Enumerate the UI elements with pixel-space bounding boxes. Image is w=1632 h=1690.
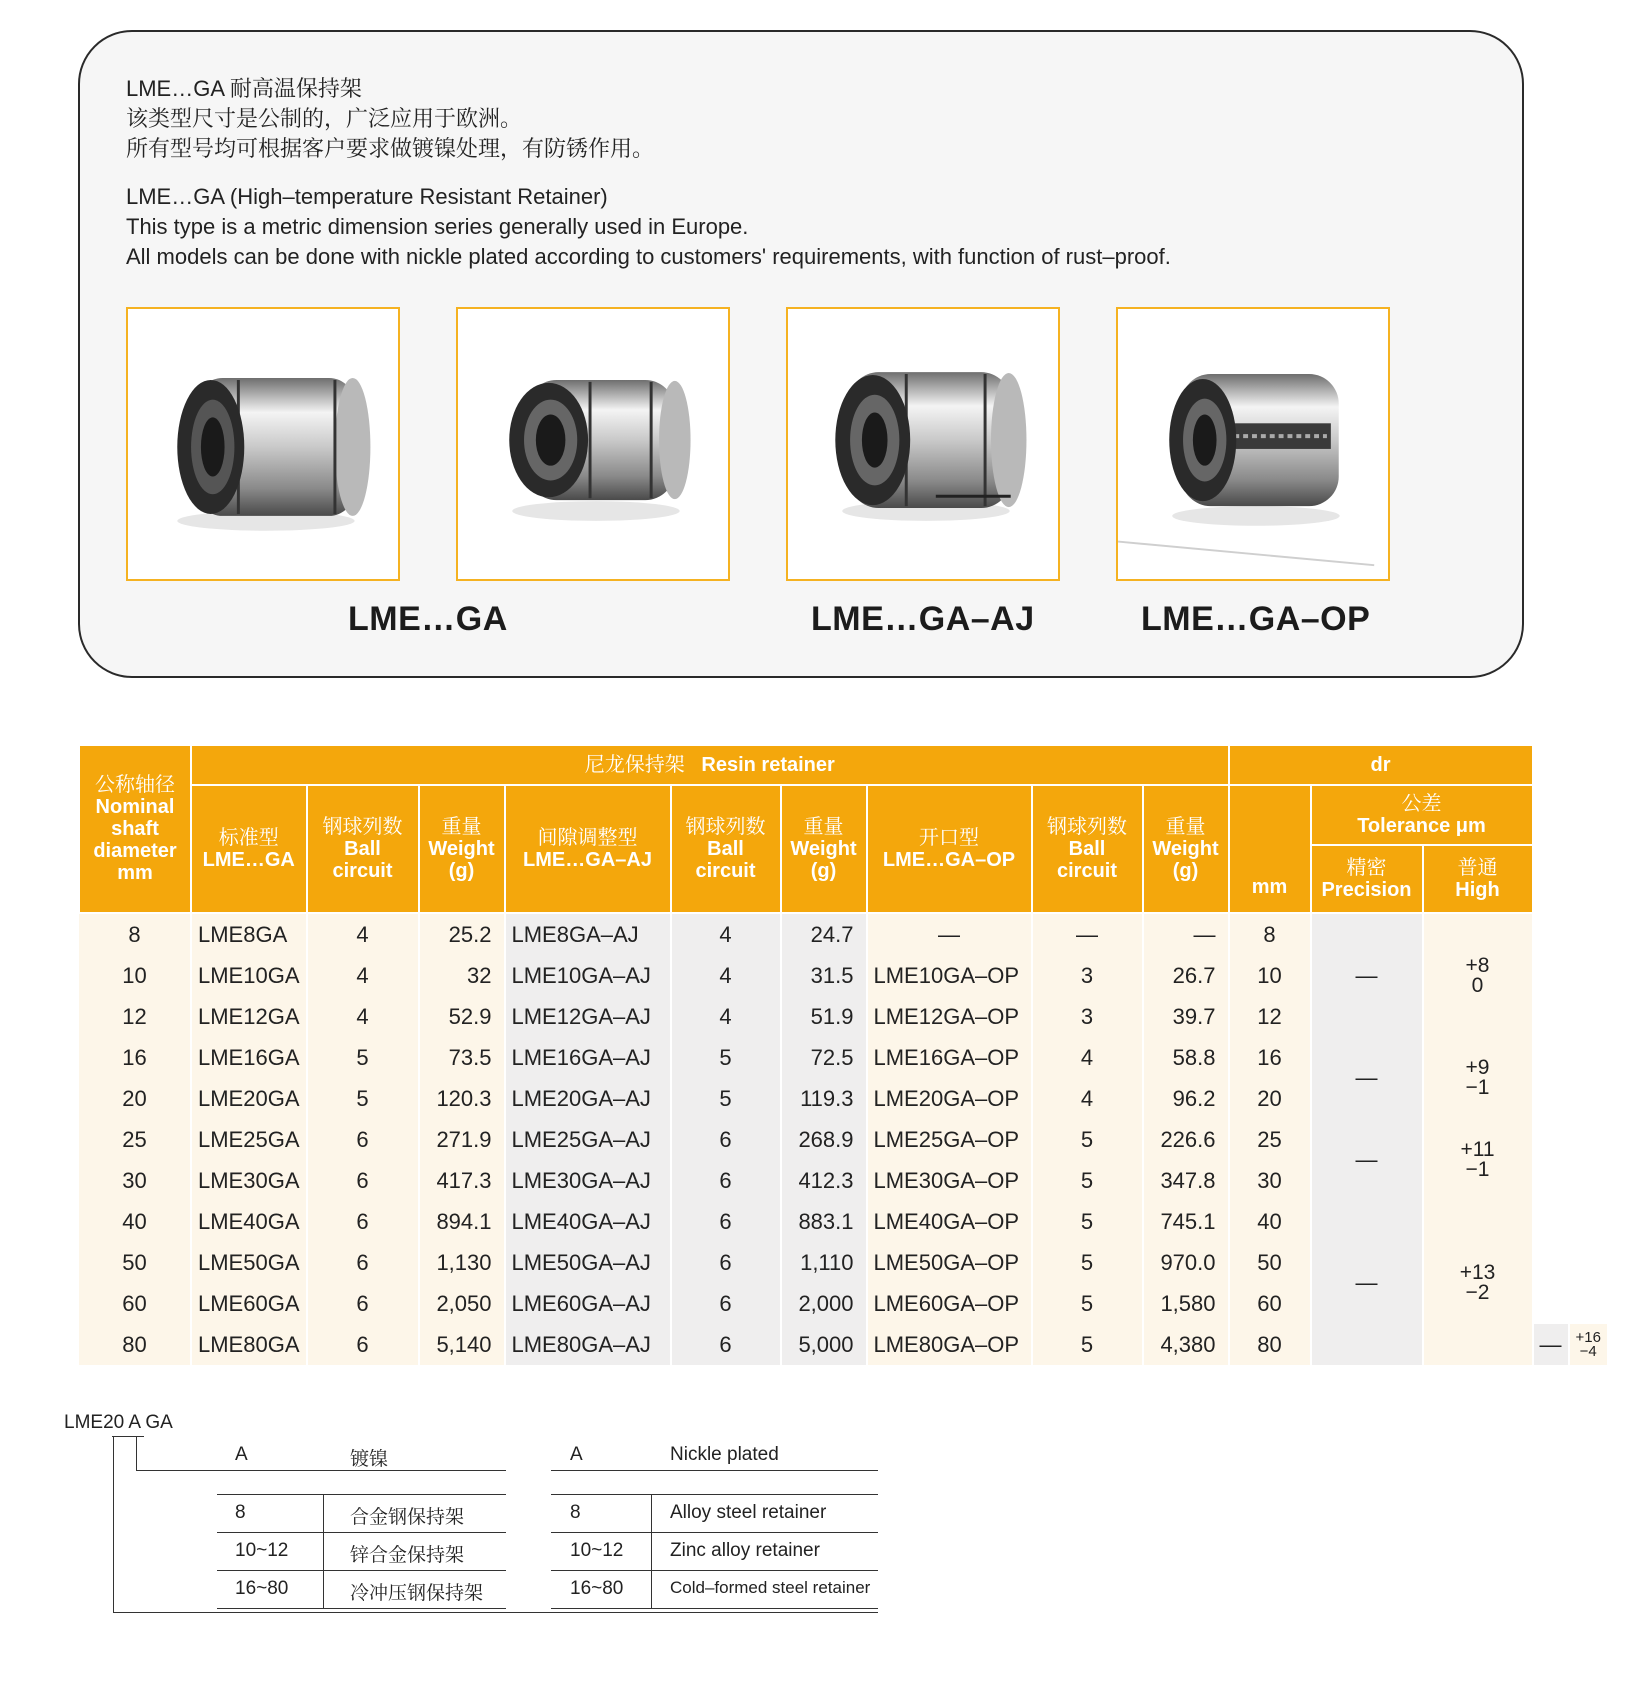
- cell-open-model: LME80GA–OP: [867, 1324, 1032, 1365]
- cell-nominal-d: 50: [79, 1242, 191, 1283]
- legend-bracket-a: [136, 1436, 137, 1470]
- cell-ball-3: 3: [1032, 996, 1143, 1037]
- intro-zh-line-2: 该类型尺寸是公制的，广泛应用于欧洲。: [126, 106, 523, 131]
- cell-adjustable-model: LME30GA–AJ: [505, 1160, 671, 1201]
- header-ball-zh-2: 钢球列数: [685, 816, 766, 838]
- cell-standard-model: LME10GA: [191, 955, 307, 996]
- header-weight-unit-1: (g): [448, 860, 475, 882]
- cell-weight-2: 72.5: [781, 1037, 867, 1078]
- cell-weight-1: 120.3: [419, 1078, 505, 1119]
- legend-zh-size-2: 10~12: [235, 1540, 289, 1561]
- cell-open-model: —: [867, 913, 1032, 955]
- cell-standard-model: LME16GA: [191, 1037, 307, 1078]
- cell-nominal-d: 25: [79, 1119, 191, 1160]
- cell-precision: —: [1311, 1037, 1423, 1119]
- cell-nominal-d: 60: [79, 1283, 191, 1324]
- header-weight-2: [781, 785, 867, 913]
- header-weight-1: [419, 785, 505, 913]
- cell-open-model: LME30GA–OP: [867, 1160, 1032, 1201]
- table-row: [79, 1201, 1608, 1242]
- header-ball-en1-2: Ball: [707, 838, 744, 860]
- cell-adjustable-model: LME12GA–AJ: [505, 996, 671, 1037]
- cell-weight-1: 894.1: [419, 1201, 505, 1242]
- header-tolerance-en: Tolerance μm: [1357, 815, 1486, 837]
- header-ball-zh-1: 钢球列数: [322, 816, 403, 838]
- cell-weight-2: 1,110: [781, 1242, 867, 1283]
- cell-ball-2: 6: [671, 1283, 781, 1324]
- cell-ball-2: 6: [671, 1160, 781, 1201]
- cell-weight-2: 883.1: [781, 1201, 867, 1242]
- cell-nominal-d: 40: [79, 1201, 191, 1242]
- cell-adjustable-model: LME40GA–AJ: [505, 1201, 671, 1242]
- cell-precision: —: [1311, 1119, 1423, 1201]
- cell-standard-model: LME50GA: [191, 1242, 307, 1283]
- intro-en-title: LME…GA (High–temperature Resistant Retainer): [126, 184, 608, 209]
- header-ball-circuit-1: [307, 785, 419, 913]
- cell-ball-1: 5: [307, 1078, 419, 1119]
- header-precision: [1311, 845, 1423, 913]
- cell-standard-model: LME60GA: [191, 1283, 307, 1324]
- header-weight-unit-2: (g): [810, 860, 837, 882]
- cell-precision: —: [1533, 1324, 1569, 1365]
- cell-weight-2: 31.5: [781, 955, 867, 996]
- header-ball-zh-3: 钢球列数: [1047, 816, 1127, 838]
- cell-dr-mm: 20: [1229, 1078, 1311, 1119]
- cell-open-model: LME50GA–OP: [867, 1242, 1032, 1283]
- cell-standard-model: LME12GA: [191, 996, 307, 1037]
- header-standard: [191, 785, 307, 913]
- header-ball-en1-3: Ball: [1068, 838, 1106, 860]
- cell-open-model: LME16GA–OP: [867, 1037, 1032, 1078]
- tolerance-lower: −2: [1465, 1281, 1490, 1304]
- header-tolerance: [1311, 785, 1533, 845]
- header-resin-zh: 尼龙保持架: [584, 754, 685, 776]
- cell-ball-1: 6: [307, 1324, 419, 1365]
- cell-ball-2: 4: [671, 955, 781, 996]
- photo-lme-ga-op: [1116, 307, 1390, 581]
- cell-standard-model: LME80GA: [191, 1324, 307, 1365]
- legend-en-rule-1: [551, 1494, 878, 1495]
- cell-ball-1: 4: [307, 913, 419, 955]
- header-ball-circuit-3: [1032, 785, 1143, 913]
- cell-weight-3: 39.7: [1143, 996, 1229, 1037]
- cell-dr-mm: 16: [1229, 1037, 1311, 1078]
- header-standard-en: LME…GA: [202, 849, 295, 871]
- legend-zh-rule-4: [217, 1608, 506, 1609]
- cell-ball-2: 5: [671, 1078, 781, 1119]
- cell-dr-mm: 30: [1229, 1160, 1311, 1201]
- bearing-image-ga-op: [1118, 309, 1388, 579]
- legend-en-size-1: 8: [570, 1502, 581, 1523]
- header-standard-zh: 标准型: [218, 827, 279, 849]
- header-weight-unit-3: (g): [1172, 860, 1199, 882]
- cell-high-tolerance: [1423, 913, 1533, 1037]
- cell-adjustable-model: LME60GA–AJ: [505, 1283, 671, 1324]
- table-row: [79, 1119, 1608, 1160]
- cell-ball-1: 6: [307, 1201, 419, 1242]
- cell-weight-1: 2,050: [419, 1283, 505, 1324]
- header-ball-en2-1: circuit: [332, 860, 393, 882]
- cell-dr-mm: 25: [1229, 1119, 1311, 1160]
- cell-nominal-d: 30: [79, 1160, 191, 1201]
- cell-weight-1: 1,130: [419, 1242, 505, 1283]
- legend-underline-20: [112, 1436, 134, 1437]
- header-high: [1423, 845, 1533, 913]
- cell-weight-3: 970.0: [1143, 1242, 1229, 1283]
- cell-ball-2: 6: [671, 1119, 781, 1160]
- header-ball-circuit-2: [671, 785, 781, 913]
- spec-table-body: [79, 913, 1608, 1365]
- tolerance-upper: +13: [1459, 1261, 1496, 1284]
- cell-standard-model: LME8GA: [191, 913, 307, 955]
- table-row: [79, 1037, 1608, 1078]
- cell-ball-3: 5: [1032, 1119, 1143, 1160]
- legend-zh-rule-3: [217, 1570, 506, 1571]
- photo-lme-ga: [126, 307, 400, 581]
- cell-nominal-d: 16: [79, 1037, 191, 1078]
- cell-standard-model: LME30GA: [191, 1160, 307, 1201]
- cell-adjustable-model: LME80GA–AJ: [505, 1324, 671, 1365]
- tolerance-upper: +9: [1465, 1056, 1490, 1079]
- cell-ball-1: 4: [307, 955, 419, 996]
- cell-nominal-d: 80: [79, 1324, 191, 1365]
- cell-dr-mm: 8: [1229, 913, 1311, 955]
- photo-lme-ga-2: [456, 307, 730, 581]
- header-adjustable-zh: 间隙调整型: [537, 827, 638, 849]
- tolerance-upper: +8: [1465, 953, 1490, 977]
- cell-high-tolerance: [1423, 1037, 1533, 1119]
- cell-ball-3: 3: [1032, 955, 1143, 996]
- legend-en-size-2: 10~12: [570, 1540, 624, 1561]
- cell-open-model: LME60GA–OP: [867, 1283, 1032, 1324]
- cell-weight-2: 5,000: [781, 1324, 867, 1365]
- tolerance-upper: +16: [1575, 1328, 1601, 1346]
- legend-en-rule-4: [551, 1608, 878, 1609]
- header-ball-en2-3: circuit: [1056, 860, 1118, 882]
- cell-precision: —: [1311, 913, 1423, 1037]
- legend-zh-divider: [323, 1494, 324, 1608]
- cell-ball-3: 4: [1032, 1037, 1143, 1078]
- header-nominal-zh: 公称轴径: [95, 774, 175, 796]
- header-adjustable-en: LME…GA–AJ: [523, 849, 652, 871]
- cell-weight-1: 271.9: [419, 1119, 505, 1160]
- header-weight-3: [1143, 785, 1229, 913]
- cell-ball-2: 4: [671, 913, 781, 955]
- cell-dr-mm: 12: [1229, 996, 1311, 1037]
- header-weight-en-3: Weight: [1152, 838, 1219, 860]
- cell-weight-3: 745.1: [1143, 1201, 1229, 1242]
- legend-zh-desc-1: 合金钢保持架: [350, 1507, 465, 1528]
- bearing-image-ga-2: [458, 309, 728, 579]
- cell-dr-mm: 60: [1229, 1283, 1311, 1324]
- cell-weight-2: 119.3: [781, 1078, 867, 1119]
- table-row: [79, 913, 1608, 955]
- legend-zh-key: A: [235, 1444, 248, 1465]
- cell-weight-1: 52.9: [419, 996, 505, 1037]
- cell-precision: —: [1311, 1201, 1423, 1365]
- header-weight-en-2: Weight: [790, 838, 857, 860]
- legend-en-rule-2: [551, 1532, 878, 1533]
- cell-adjustable-model: LME50GA–AJ: [505, 1242, 671, 1283]
- cell-ball-1: 4: [307, 996, 419, 1037]
- header-nominal: [79, 745, 191, 913]
- header-resin-retainer: [191, 745, 1229, 785]
- header-precision-zh: 精密: [1346, 857, 1387, 879]
- cell-ball-3: 5: [1032, 1201, 1143, 1242]
- cell-adjustable-model: LME8GA–AJ: [505, 913, 671, 955]
- cell-weight-3: 4,380: [1143, 1324, 1229, 1365]
- header-ball-en1-1: Ball: [344, 838, 381, 860]
- cell-weight-3: 347.8: [1143, 1160, 1229, 1201]
- cell-weight-3: 26.7: [1143, 955, 1229, 996]
- cell-nominal-d: 20: [79, 1078, 191, 1119]
- cell-ball-3: 4: [1032, 1078, 1143, 1119]
- cell-ball-1: 5: [307, 1037, 419, 1078]
- cell-weight-3: 226.6: [1143, 1119, 1229, 1160]
- caption-lme-ga-aj: LME…GA–AJ: [811, 600, 1035, 638]
- cell-weight-1: 32: [419, 955, 505, 996]
- cell-nominal-d: 10: [79, 955, 191, 996]
- cell-dr-mm: 50: [1229, 1242, 1311, 1283]
- cell-ball-2: 5: [671, 1037, 781, 1078]
- cell-weight-2: 24.7: [781, 913, 867, 955]
- legend-zh-header-line: [136, 1470, 506, 1471]
- tolerance-lower: 0: [1471, 973, 1484, 997]
- header-nominal-2: shaft: [111, 818, 159, 840]
- header-tolerance-zh: 公差: [1401, 793, 1442, 815]
- legend-bracket-size: [113, 1436, 114, 1612]
- photo-lme-ga-aj: [786, 307, 1060, 581]
- intro-en-line-2: This type is a metric dimension series generally used in Europe.: [126, 214, 749, 239]
- cell-ball-1: 6: [307, 1242, 419, 1283]
- header-high-en: High: [1455, 879, 1500, 901]
- cell-weight-2: 2,000: [781, 1283, 867, 1324]
- model-code-legend: [0, 1400, 900, 1630]
- legend-en-key: A: [570, 1444, 583, 1465]
- intro-panel: [78, 30, 1524, 678]
- cell-adjustable-model: LME20GA–AJ: [505, 1078, 671, 1119]
- cell-ball-1: 6: [307, 1160, 419, 1201]
- legend-bracket-bottom: [113, 1612, 878, 1613]
- cell-standard-model: LME20GA: [191, 1078, 307, 1119]
- cell-adjustable-model: LME16GA–AJ: [505, 1037, 671, 1078]
- intro-zh-title: LME…GA 耐高温保持架: [126, 76, 362, 101]
- header-open-en: LME…GA–OP: [882, 849, 1016, 871]
- caption-lme-ga-op: LME…GA–OP: [1141, 600, 1371, 638]
- legend-zh-value: 镀镍: [350, 1449, 389, 1470]
- header-nominal-1: Nominal: [95, 796, 175, 818]
- legend-zh-size-1: 8: [235, 1502, 246, 1523]
- cell-weight-1: 25.2: [419, 913, 505, 955]
- cell-ball-2: 6: [671, 1201, 781, 1242]
- header-open-zh: 开口型: [919, 827, 979, 849]
- header-adjustable: [505, 785, 671, 913]
- header-weight-en-1: Weight: [428, 838, 495, 860]
- cell-weight-3: 96.2: [1143, 1078, 1229, 1119]
- cell-ball-3: —: [1032, 913, 1143, 955]
- header-open-type: [867, 785, 1032, 913]
- cell-weight-1: 417.3: [419, 1160, 505, 1201]
- cell-ball-2: 4: [671, 996, 781, 1037]
- header-mm: mm: [1229, 785, 1311, 913]
- header-weight-zh-1: 重量: [441, 816, 482, 838]
- cell-ball-3: 5: [1032, 1283, 1143, 1324]
- legend-en-size-3: 16~80: [570, 1578, 624, 1599]
- cell-ball-2: 6: [671, 1242, 781, 1283]
- header-dr: dr: [1229, 745, 1533, 785]
- tolerance-upper: +11: [1460, 1138, 1495, 1161]
- cell-dr-mm: 80: [1229, 1324, 1311, 1365]
- legend-code: LME20 A GA: [64, 1412, 173, 1433]
- header-resin-en: Resin retainer: [701, 754, 835, 776]
- header-nominal-4: mm: [117, 862, 153, 884]
- cell-adjustable-model: LME10GA–AJ: [505, 955, 671, 996]
- intro-en-line-3: All models can be done with nickle plated according to customers' requirements, with function of rust–proof.: [126, 244, 1171, 269]
- header-nominal-3: diameter: [93, 840, 177, 862]
- header-high-zh: 普通: [1457, 857, 1498, 879]
- cell-ball-3: 5: [1032, 1324, 1143, 1365]
- legend-en-desc-1: Alloy steel retainer: [670, 1502, 827, 1523]
- cell-ball-1: 6: [307, 1119, 419, 1160]
- tolerance-lower: −1: [1465, 1158, 1490, 1181]
- legend-en-divider: [651, 1494, 652, 1608]
- cell-ball-1: 6: [307, 1283, 419, 1324]
- legend-en-desc-2: Zinc alloy retainer: [670, 1540, 820, 1561]
- cell-nominal-d: 12: [79, 996, 191, 1037]
- cell-standard-model: LME25GA: [191, 1119, 307, 1160]
- tolerance-lower: −4: [1579, 1342, 1597, 1360]
- cell-adjustable-model: LME25GA–AJ: [505, 1119, 671, 1160]
- bearing-image-ga-aj: [788, 309, 1058, 579]
- legend-en-header-line: [551, 1470, 878, 1471]
- legend-zh-rule-2: [217, 1532, 506, 1533]
- cell-weight-3: 1,580: [1143, 1283, 1229, 1324]
- cell-weight-2: 268.9: [781, 1119, 867, 1160]
- cell-open-model: LME25GA–OP: [867, 1119, 1032, 1160]
- intro-zh-line-3: 所有型号均可根据客户要求做镀镍处理，有防锈作用。: [126, 136, 655, 161]
- cell-standard-model: LME40GA: [191, 1201, 307, 1242]
- legend-en-value: Nickle plated: [670, 1444, 779, 1465]
- tolerance-lower: −1: [1465, 1076, 1490, 1099]
- cell-weight-1: 5,140: [419, 1324, 505, 1365]
- cell-ball-3: 5: [1032, 1242, 1143, 1283]
- cell-dr-mm: 10: [1229, 955, 1311, 996]
- header-weight-zh-2: 重量: [803, 816, 844, 838]
- cell-open-model: LME20GA–OP: [867, 1078, 1032, 1119]
- cell-weight-2: 51.9: [781, 996, 867, 1037]
- cell-ball-2: 6: [671, 1324, 781, 1365]
- cell-weight-2: 412.3: [781, 1160, 867, 1201]
- cell-high-tolerance: [1569, 1324, 1608, 1365]
- legend-zh-desc-3: 冷冲压钢保持架: [350, 1583, 484, 1604]
- cell-weight-3: 58.8: [1143, 1037, 1229, 1078]
- cell-weight-1: 73.5: [419, 1037, 505, 1078]
- legend-en-rule-3: [551, 1570, 878, 1571]
- cell-high-tolerance: [1423, 1119, 1533, 1201]
- cell-dr-mm: 40: [1229, 1201, 1311, 1242]
- legend-zh-size-3: 16~80: [235, 1578, 289, 1599]
- cell-high-tolerance: [1423, 1201, 1533, 1365]
- header-ball-en2-2: circuit: [695, 860, 756, 882]
- legend-zh-rule-1: [217, 1494, 506, 1495]
- cell-open-model: LME10GA–OP: [867, 955, 1032, 996]
- cell-open-model: LME40GA–OP: [867, 1201, 1032, 1242]
- header-weight-zh-3: 重量: [1165, 816, 1206, 838]
- cell-nominal-d: 8: [79, 913, 191, 955]
- bearing-image-ga: [128, 309, 398, 579]
- caption-lme-ga: LME…GA: [348, 600, 508, 638]
- legend-en-desc-3: Cold–formed steel retainer: [670, 1578, 871, 1597]
- legend-zh-desc-2: 锌合金保持架: [350, 1545, 465, 1566]
- header-precision-en: Precision: [1321, 879, 1412, 901]
- spec-table: [78, 744, 1609, 1365]
- cell-weight-3: —: [1143, 913, 1229, 955]
- cell-open-model: LME12GA–OP: [867, 996, 1032, 1037]
- cell-ball-3: 5: [1032, 1160, 1143, 1201]
